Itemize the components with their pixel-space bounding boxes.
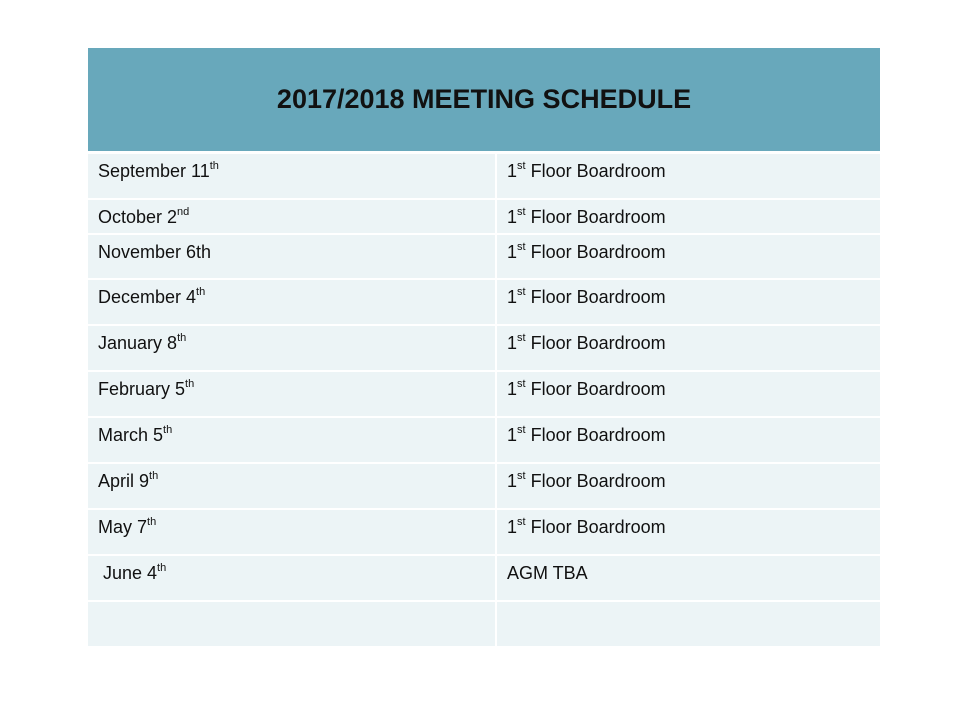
- meeting-date: [88, 601, 496, 647]
- table-row: [88, 555, 880, 601]
- date-text: February 5: [98, 378, 186, 399]
- date-text: June 4: [103, 562, 158, 583]
- location-text: Floor Boardroom: [525, 516, 666, 537]
- date-text: December 4: [98, 286, 197, 307]
- meeting-date: [88, 463, 496, 509]
- date-suffix: th: [147, 515, 157, 528]
- location-text: Floor Boardroom: [525, 332, 666, 353]
- table-row: [88, 199, 880, 234]
- meeting-location: [496, 371, 880, 417]
- location-suffix: st: [517, 469, 526, 482]
- date-text: November 6th: [98, 241, 212, 262]
- table-row: [88, 463, 880, 509]
- location-floor: 1: [507, 161, 518, 181]
- date-suffix: th: [209, 160, 219, 172]
- date-text: May 7: [98, 516, 148, 537]
- location-text: Floor Boardroom: [525, 424, 666, 445]
- table-title: 2017/2018 MEETING SCHEDULE: [88, 48, 880, 153]
- date-suffix: nd: [177, 205, 190, 218]
- meeting-date: [88, 199, 496, 234]
- table-row: [88, 417, 880, 463]
- location-suffix: st: [517, 515, 526, 528]
- meeting-location: [496, 279, 880, 325]
- location-floor: 1: [507, 424, 518, 445]
- location-text: Floor Boardroom: [525, 378, 666, 399]
- meeting-date: [88, 371, 496, 417]
- location-text: AGM TBA: [507, 562, 588, 583]
- meeting-location: [496, 417, 880, 463]
- location-floor: 1: [507, 206, 518, 227]
- meeting-location: [496, 555, 880, 601]
- location-floor: 1: [507, 241, 518, 262]
- location-text: Floor Boardroom: [525, 241, 666, 262]
- date-suffix: th: [163, 423, 173, 436]
- meeting-location: [496, 325, 880, 371]
- date-suffix: th: [185, 377, 195, 390]
- meeting-date: [88, 325, 496, 371]
- meeting-date: [88, 279, 496, 325]
- location-text: Floor Boardroom: [525, 470, 666, 491]
- table-row: [88, 234, 880, 279]
- location-suffix: st: [517, 285, 526, 298]
- table-header-row: [88, 48, 880, 153]
- meeting-location: [496, 463, 880, 509]
- date-text: March 5: [98, 424, 164, 445]
- meeting-date: [88, 509, 496, 555]
- table-row-empty: [88, 601, 880, 647]
- date-text: April 9: [98, 470, 150, 491]
- location-suffix: st: [517, 331, 526, 344]
- meeting-date: [88, 555, 496, 601]
- date-text: January 8: [98, 332, 178, 353]
- table-row: [88, 509, 880, 555]
- table-row: [88, 153, 880, 199]
- location-text: Floor Boardroom: [525, 206, 666, 227]
- location-floor: 1: [507, 332, 518, 353]
- location-suffix: st: [517, 423, 526, 436]
- location-floor: 1: [507, 286, 518, 307]
- location-floor: 1: [507, 378, 518, 399]
- date-suffix: th: [196, 285, 206, 298]
- location-floor: 1: [507, 470, 518, 491]
- meeting-schedule-table: [88, 48, 880, 648]
- table-row: [88, 279, 880, 325]
- table-row: [88, 325, 880, 371]
- location-suffix: st: [517, 160, 526, 172]
- meeting-location: [496, 509, 880, 555]
- date-suffix: th: [157, 561, 167, 574]
- location-suffix: st: [517, 205, 526, 218]
- meeting-date: [88, 153, 496, 199]
- date-suffix: th: [177, 331, 187, 344]
- meeting-date: [88, 417, 496, 463]
- location-text: Floor Boardroom: [525, 161, 666, 181]
- location-floor: 1: [507, 516, 518, 537]
- location-text: Floor Boardroom: [525, 286, 666, 307]
- meeting-location: [496, 199, 880, 234]
- table-row: [88, 371, 880, 417]
- location-suffix: st: [517, 240, 526, 253]
- date-suffix: th: [149, 469, 159, 482]
- location-suffix: st: [517, 377, 526, 390]
- meeting-location: [496, 153, 880, 199]
- meeting-date: [88, 234, 496, 279]
- meeting-location: [496, 601, 880, 647]
- date-text: October 2: [98, 206, 178, 227]
- meeting-location: [496, 234, 880, 279]
- date-text: September 11: [98, 161, 210, 181]
